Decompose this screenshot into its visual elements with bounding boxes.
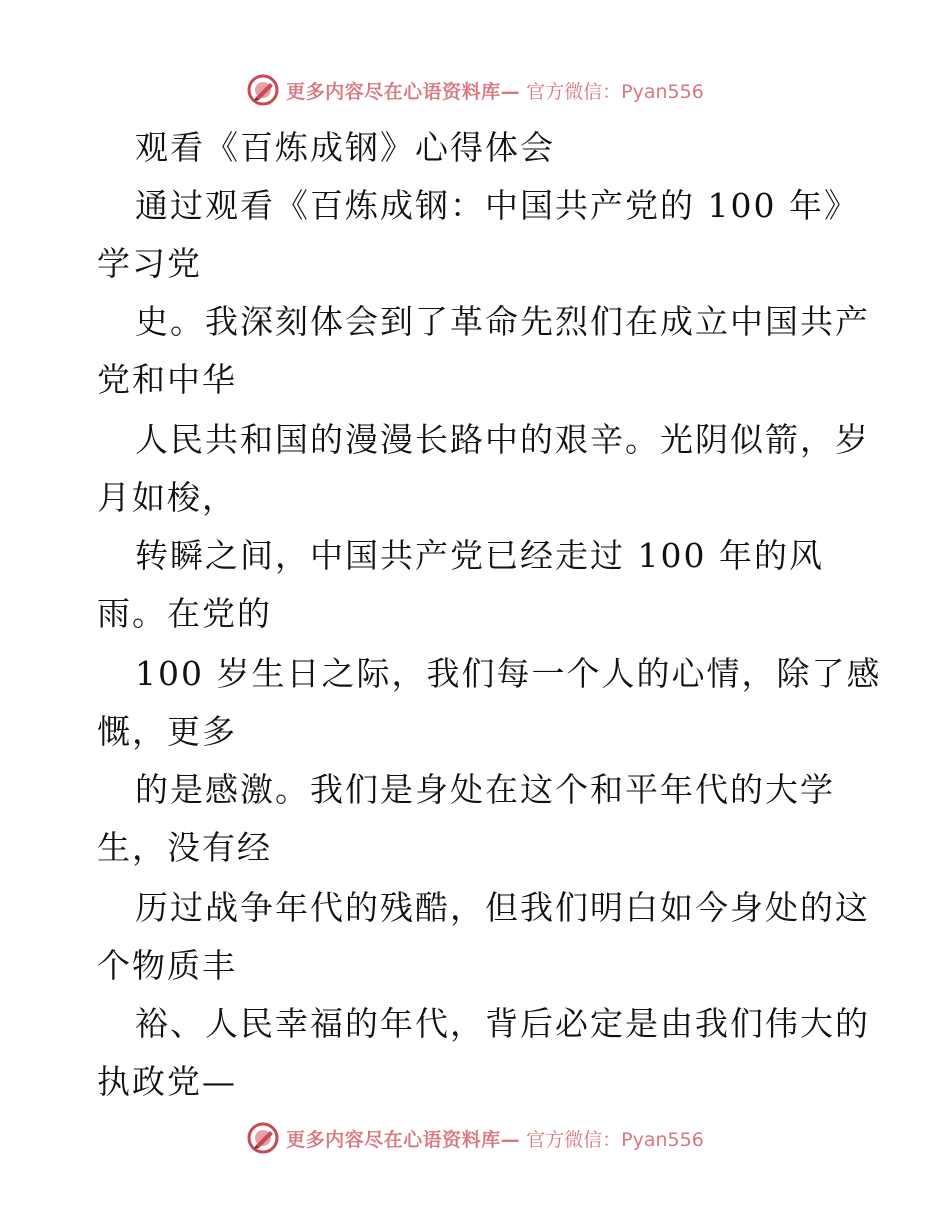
header-banner-content [246,73,704,107]
paragraph-line: 历过战争年代的残酷，但我们明白如今身处的这 [135,888,870,927]
footer-banner-wechat: 官方微信：Pyan556 [526,1128,704,1151]
paragraph-line: 个物质丰 [97,946,237,985]
paragraph-line: 人民共和国的漫漫长路中的艰辛。光阴似箭，岁 [135,420,870,459]
pen-logo-icon [246,1121,280,1155]
paragraph-line: 100 岁生日之际，我们每一个人的心情，除了感 [135,654,882,693]
paragraph-line: 的是感激。我们是身处在这个和平年代的大学 [135,770,835,809]
header-banner-wechat: 官方微信：Pyan556 [526,80,704,103]
footer-banner-content [246,1121,704,1155]
paragraph-line: 生，没有经 [97,828,272,867]
paragraph-line: 学习党 [97,244,202,283]
paragraph-line: 月如梭， [97,478,237,517]
paragraph-line: 裕、人民幸福的年代，背后必定是由我们伟大的 [135,1004,870,1043]
paragraph-line: 执政党— [97,1062,237,1101]
paragraph-line: 史。我深刻体会到了革命先烈们在成立中国共产 [135,302,870,341]
header-banner-text: 更多内容尽在心语资料库— [286,80,521,103]
pen-logo-icon [246,73,280,107]
paragraph-line: 转瞬之间，中国共产党已经走过 100 年的风 [135,536,824,575]
document-title: 观看《百炼成钢》心得体会 [135,128,555,167]
header-banner [0,70,950,110]
paragraph-line: 通过观看《百炼成钢：中国共产党的 100 年》 [135,186,859,225]
paragraph-line: 雨。在党的 [97,594,272,633]
footer-banner [0,1118,950,1158]
footer-banner-text: 更多内容尽在心语资料库— [286,1128,521,1151]
paragraph-line: 慨，更多 [97,712,237,751]
paragraph-line: 党和中华 [97,360,237,399]
